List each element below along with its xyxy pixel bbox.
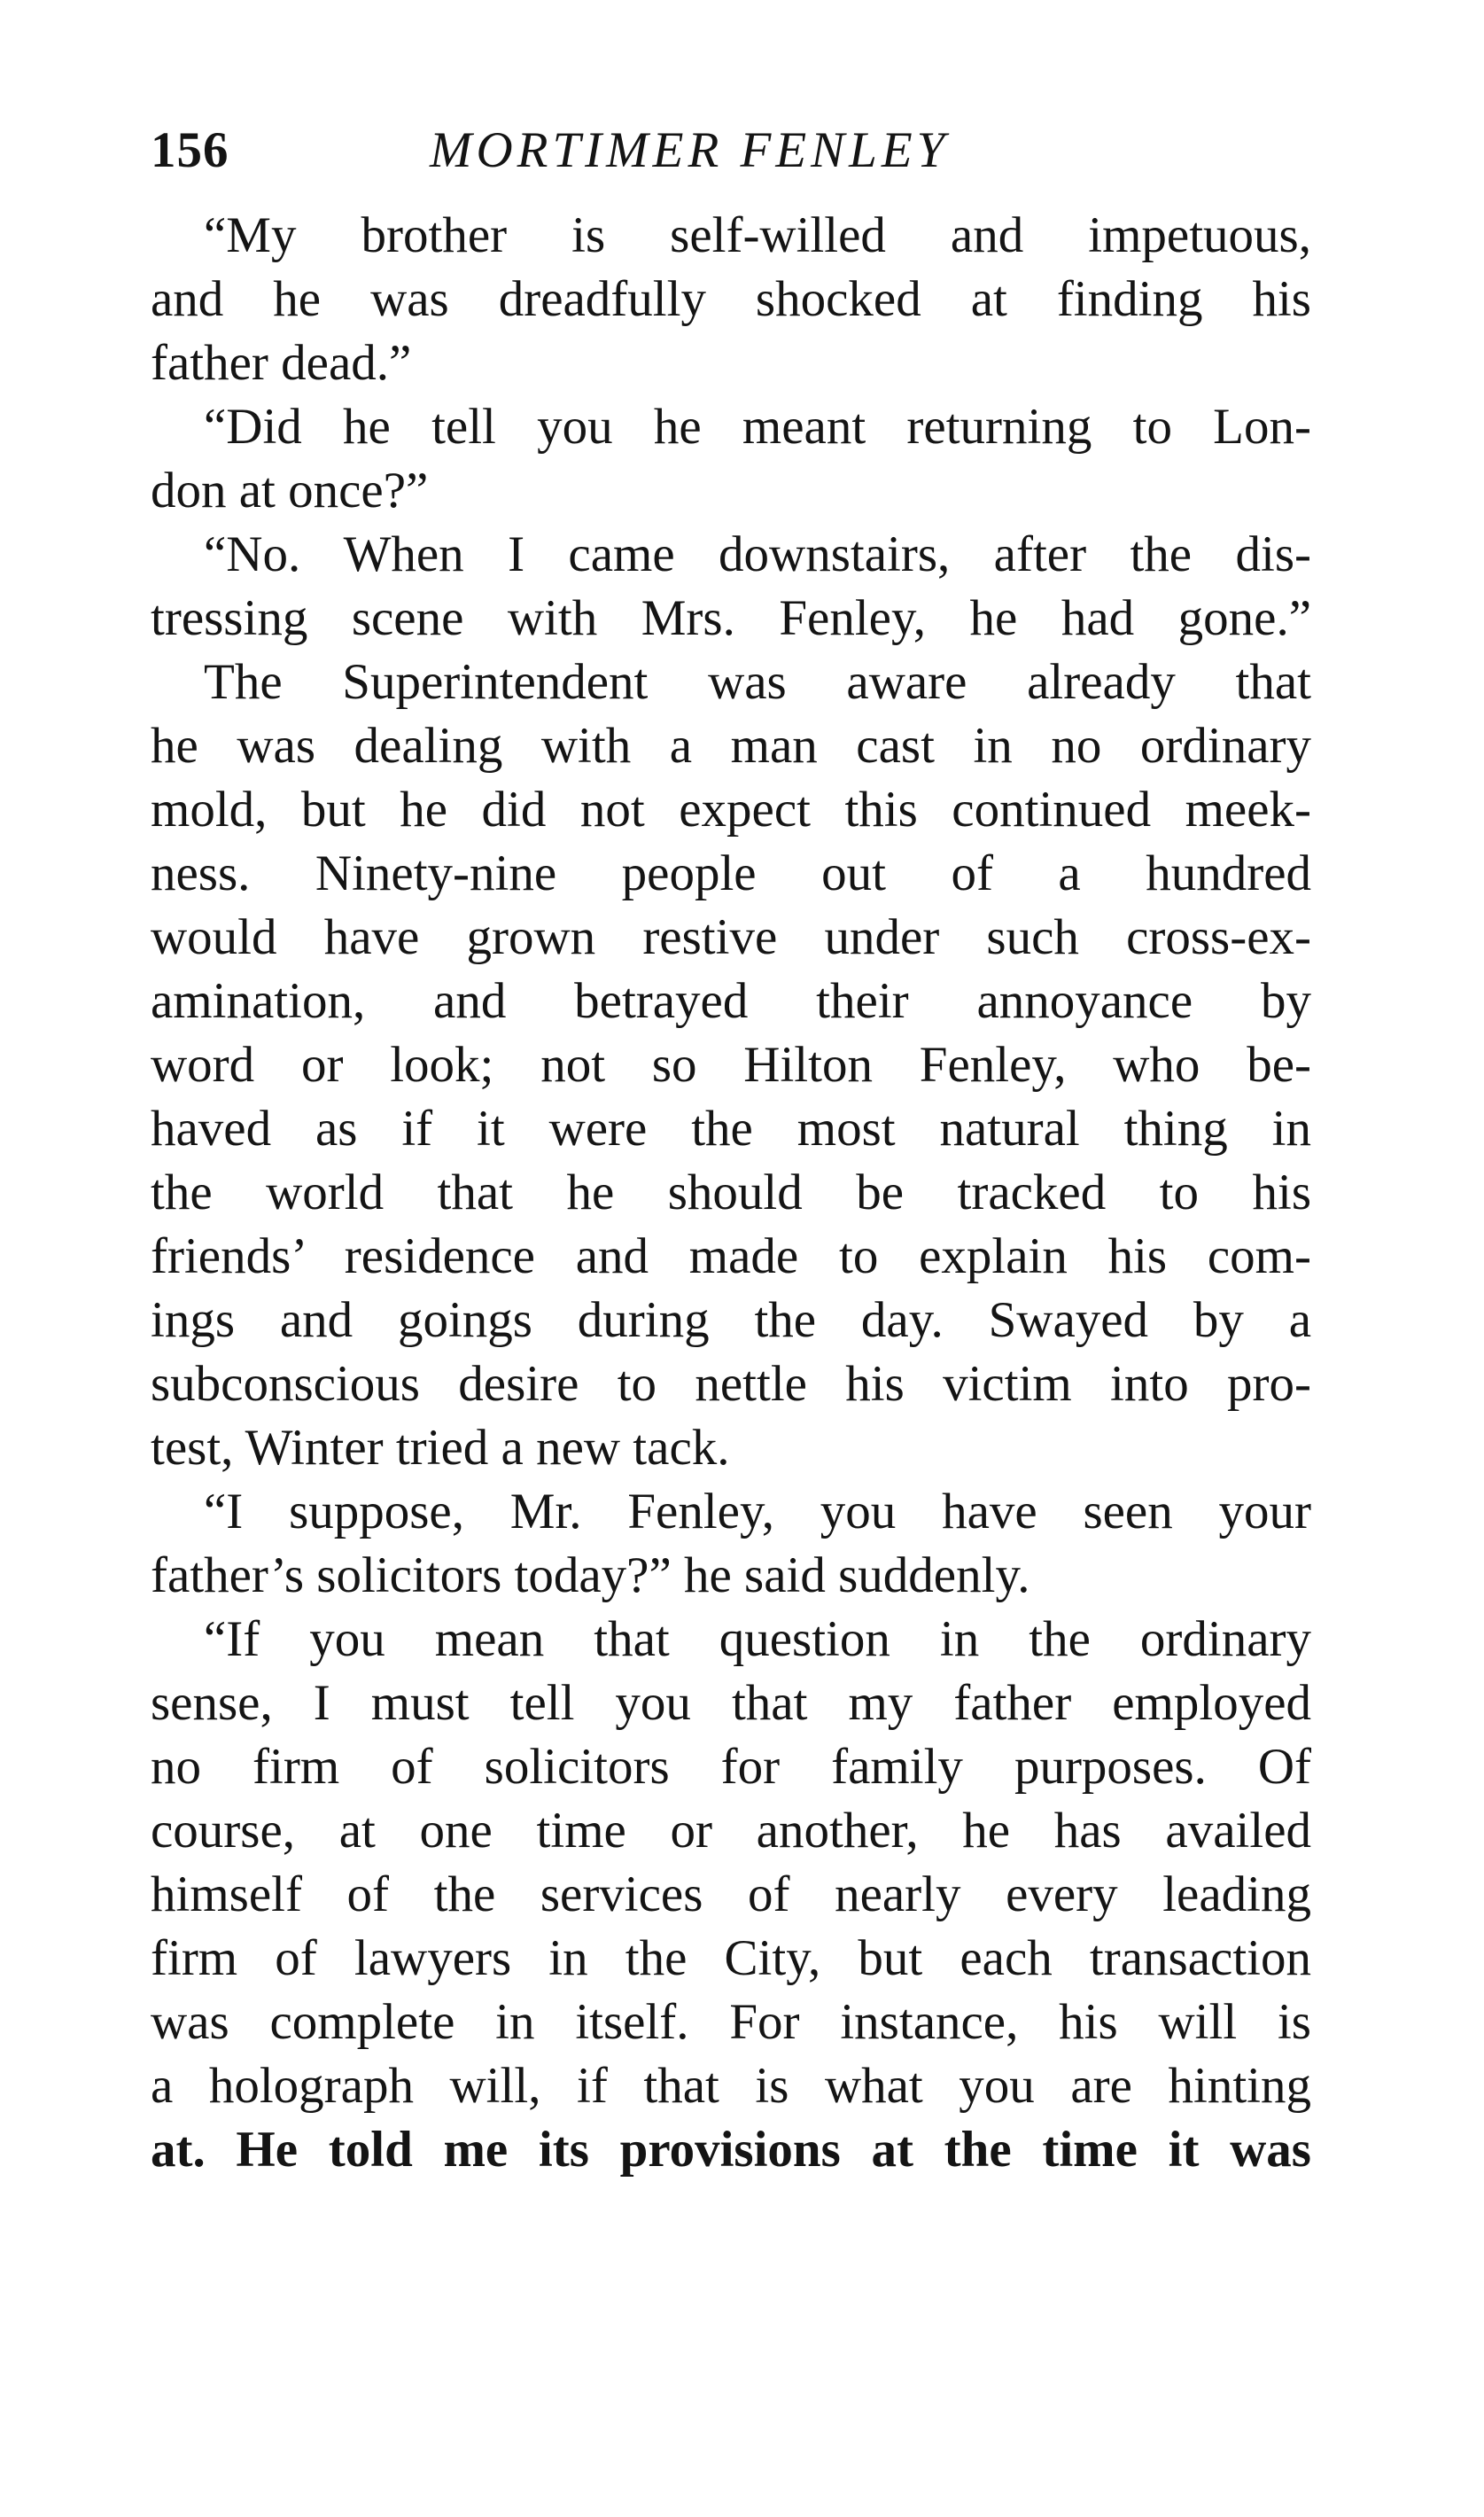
text-line: “If you mean that question in the ordinary bbox=[204, 1611, 1311, 1667]
text-line: himself of the services of nearly every leading bbox=[151, 1866, 1311, 1922]
text-line: subconscious desire to nettle his victim into pro- bbox=[151, 1356, 1311, 1412]
page-number: 156 bbox=[151, 122, 229, 178]
text-line: “Did he tell you he meant returning to Lon- bbox=[204, 399, 1311, 455]
text-line: don at once?” bbox=[151, 463, 429, 518]
text-line: the world that he should be tracked to his bbox=[151, 1165, 1311, 1220]
text-line: no firm of solicitors for family purposes. Of bbox=[151, 1739, 1311, 1795]
text-line: “My brother is self-willed and impetuous, bbox=[204, 207, 1311, 263]
text-line: ings and goings during the day. Swayed by a bbox=[151, 1292, 1311, 1348]
text-line: firm of lawyers in the City, but each transaction bbox=[151, 1930, 1311, 1986]
page-header bbox=[151, 115, 1311, 186]
text-line: sense, I must tell you that my father employed bbox=[151, 1675, 1311, 1731]
text-line: friends’ residence and made to explain his com- bbox=[151, 1228, 1311, 1284]
text-line: “I suppose, Mr. Fenley, you have seen your bbox=[204, 1484, 1311, 1539]
text-line: at. He told me its provisions at the time it was bbox=[151, 2122, 1311, 2178]
text-line: course, at one time or another, he has availed bbox=[151, 1803, 1311, 1859]
text-line: father dead.” bbox=[151, 335, 412, 391]
text-line: would have grown restive under such cross-ex- bbox=[151, 909, 1311, 965]
text-line: word or look; not so Hilton Fenley, who be- bbox=[151, 1037, 1311, 1093]
text-line: tressing scene with Mrs. Fenley, he had gone.” bbox=[151, 590, 1311, 646]
text-line: ness. Ninety-nine people out of a hundred bbox=[151, 845, 1311, 901]
text-line: test, Winter tried a new tack. bbox=[151, 1420, 730, 1476]
text-line: amination, and betrayed their annoyance by bbox=[151, 973, 1311, 1029]
text-line: and he was dreadfully shocked at finding his bbox=[151, 271, 1311, 327]
text-line: “No. When I came downstairs, after the dis- bbox=[204, 526, 1311, 582]
text-line: The Superintendent was aware already that bbox=[204, 654, 1311, 710]
text-line: he was dealing with a man cast in no ordinary bbox=[151, 718, 1311, 774]
text-line: was complete in itself. For instance, his will is bbox=[151, 1994, 1311, 2050]
text-line: mold, but he did not expect this continued meek- bbox=[151, 782, 1311, 838]
body-text bbox=[151, 204, 1311, 2182]
text-line: haved as if it were the most natural thing in bbox=[151, 1101, 1311, 1157]
text-line: a holograph will, if that is what you are hinting bbox=[151, 2058, 1311, 2114]
text-line: father’s solicitors today?” he said suddenly. bbox=[151, 1547, 1030, 1603]
running-title: MORTIMER FENLEY bbox=[430, 122, 950, 178]
